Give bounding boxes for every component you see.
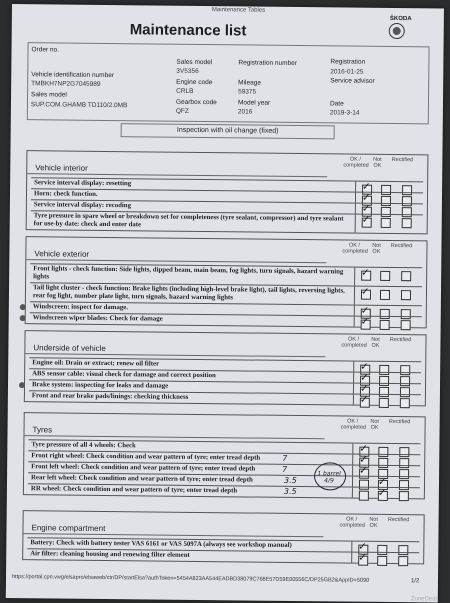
date-value: 2019-3-14 bbox=[329, 109, 360, 117]
footer-url: https://portal.cpn.vwg/elsapro/elsaweb/ctr/DP/startElsa?authToken=5454A823AA544EADBD38079C768E57D59E00556C/DP25GB2&AppID=5090 bbox=[11, 574, 370, 584]
col-ok: OK / completed bbox=[339, 516, 365, 529]
engine-code-value: CRLB bbox=[176, 87, 194, 95]
col-ok: OK / completed bbox=[340, 418, 367, 431]
task-text: Brake system: inspecting for leaks and damage bbox=[29, 380, 354, 393]
section-title: Vehicle interior bbox=[35, 163, 88, 173]
table-row bbox=[31, 210, 423, 233]
check-mark-icon: ✓ bbox=[360, 286, 370, 298]
task-text: Engine oil: Drain or extract; renew oil filter bbox=[29, 358, 354, 371]
section-title: Tyres bbox=[32, 425, 53, 435]
not-ok-checkbox[interactable] bbox=[377, 556, 387, 566]
rectified-checkbox[interactable] bbox=[401, 290, 411, 300]
check-mark-icon: ✓ bbox=[360, 305, 370, 317]
section-vehicle-interior bbox=[26, 150, 429, 234]
section-title: Engine compartment bbox=[31, 523, 106, 534]
rectified-checkbox[interactable] bbox=[401, 320, 411, 330]
col-ok: OK / completed bbox=[341, 336, 367, 349]
check-mark-icon: ✓ bbox=[358, 552, 367, 564]
ok-checkbox[interactable] bbox=[359, 491, 369, 501]
sales-model-value-left: SUP.COM.GHAMB TD110/2.0MB bbox=[30, 101, 128, 110]
sales-model-value: 3V5356 bbox=[176, 67, 199, 75]
check-mark-icon: ✓ bbox=[361, 192, 371, 204]
not-ok-checkbox[interactable] bbox=[380, 290, 390, 300]
not-ok-checkbox[interactable] bbox=[380, 320, 390, 330]
section-title: Vehicle exterior bbox=[34, 249, 90, 259]
col-not-ok: Not OK bbox=[369, 516, 378, 529]
task-text: Front lights - check function: Side lights, dipped beam, main beam, fog lights, turn signals, hazard warning lights bbox=[30, 264, 355, 285]
col-not-ok: Not OK bbox=[373, 156, 382, 169]
col-not-ok: Not OK bbox=[370, 418, 379, 431]
handwritten-note: 1 barrel 4/9 bbox=[317, 470, 341, 485]
mileage-label: Mileage bbox=[238, 79, 261, 87]
check-mark-icon: ✓ bbox=[377, 487, 387, 499]
skoda-logo-icon bbox=[389, 23, 405, 39]
check-mark-icon: ✓ bbox=[359, 383, 369, 395]
page-number: 1/2 bbox=[410, 578, 420, 585]
not-ok-checkbox[interactable] bbox=[381, 218, 391, 228]
rectified-checkbox[interactable] bbox=[399, 491, 409, 501]
bullet-icon bbox=[20, 304, 26, 310]
tread-depth-rr: 3.5 bbox=[283, 486, 297, 497]
task-text: Front right wheel: Check condition and wear pattern of tyre; enter tread depth bbox=[28, 451, 353, 464]
sales-model-label-left: Sales model bbox=[31, 91, 67, 99]
task-text: Windscreen wiper blades: Check for damage bbox=[30, 313, 355, 326]
vehicle-header-box bbox=[27, 42, 430, 124]
top-label: Maintenance Tables bbox=[211, 7, 266, 14]
registration-number-label: Registration number bbox=[238, 59, 297, 67]
check-mark-icon: ✓ bbox=[358, 541, 367, 553]
section-title: Underside of vehicle bbox=[33, 343, 106, 354]
gearbox-code-value: QFZ bbox=[175, 107, 189, 115]
gearbox-code-label: Gearbox code bbox=[175, 98, 217, 107]
rectified-checkbox[interactable] bbox=[401, 271, 411, 281]
check-mark-icon: ✓ bbox=[359, 394, 369, 406]
task-text: Windscreen: inspect for damage. bbox=[30, 302, 355, 315]
check-mark-icon: ✓ bbox=[360, 316, 370, 328]
check-mark-icon: ✓ bbox=[360, 372, 369, 384]
task-text: Service interval display: resetting bbox=[31, 178, 356, 191]
col-rectified: Rectified bbox=[387, 516, 410, 524]
date-label: Date bbox=[329, 100, 344, 108]
check-mark-icon: ✓ bbox=[361, 267, 370, 279]
maintenance-sheet bbox=[6, 4, 444, 602]
col-rectified: Rectified bbox=[388, 418, 411, 426]
engine-code-label: Engine code bbox=[176, 78, 213, 87]
task-text: Battery: Check with battery tester VAS 6161 or VAS 5097A (always see workshop manual) bbox=[27, 538, 352, 551]
task-text: RR wheel: Check condition and wear pattern of tyre; enter tread depth bbox=[28, 484, 353, 497]
col-rectified: Rectified bbox=[389, 336, 412, 344]
rectified-checkbox[interactable] bbox=[398, 556, 408, 566]
task-text: Front left wheel: Check condition and wear pattern of tyre; enter tread depth bbox=[28, 462, 353, 475]
task-text: Horn: check function. bbox=[31, 189, 356, 202]
section-engine-compartment bbox=[22, 510, 425, 564]
order-no-label: Order no. bbox=[31, 46, 60, 54]
rectified-checkbox[interactable] bbox=[402, 218, 412, 228]
check-mark-icon: ✓ bbox=[361, 203, 371, 215]
check-mark-icon: ✓ bbox=[359, 454, 368, 466]
col-not-ok: Not OK bbox=[371, 336, 380, 349]
tread-depth-fl: 7 bbox=[282, 464, 288, 474]
task-text: Service interval display: recoding bbox=[31, 200, 356, 213]
page-title: Maintenance list bbox=[129, 21, 247, 40]
task-text: Tail light cluster - check function: Brake lights (including high-level brake light), tail lights, reversing lights, rear fog light, number plate light, turn signals, hazard warning lights bbox=[30, 283, 355, 304]
not-ok-checkbox[interactable] bbox=[379, 398, 389, 408]
watermark: ZoneDeal bbox=[410, 596, 437, 603]
not-ok-checkbox[interactable] bbox=[380, 271, 390, 281]
registration-label: Registration bbox=[330, 58, 366, 66]
check-mark-icon: ✓ bbox=[359, 443, 368, 455]
check-mark-icon: ✓ bbox=[361, 214, 371, 226]
tread-depth-rl: 3.5 bbox=[283, 475, 297, 486]
task-text: Air filter: cleaning housing and renewing filter element bbox=[27, 549, 352, 562]
mileage-value: 59375 bbox=[238, 88, 257, 96]
col-ok: OK / completed bbox=[343, 156, 369, 169]
registration-value: 2016-01-25 bbox=[330, 68, 364, 76]
task-text: ABS sensor cable: visual check for damage and correct position bbox=[29, 369, 354, 382]
task-text: Front and rear brake pads/linings: checking thickness bbox=[29, 391, 354, 404]
task-text bbox=[31, 211, 356, 232]
bullet-icon bbox=[20, 315, 26, 321]
col-not-ok: Not OK bbox=[372, 242, 381, 255]
check-mark-icon: ✓ bbox=[362, 181, 371, 193]
service-advisor-label: Service advisor bbox=[330, 77, 375, 85]
model-year-label: Model year bbox=[237, 99, 271, 107]
col-rectified: Rectified bbox=[390, 242, 413, 250]
brand-name: ŠKODA bbox=[389, 15, 412, 23]
section-underside bbox=[24, 330, 427, 406]
section-tyres bbox=[23, 412, 426, 499]
task-text: Rear left wheel: Check condition and wear pattern of tyre; enter tread depth bbox=[28, 473, 353, 486]
sales-model-label: Sales model bbox=[176, 58, 213, 67]
vin-value: TMBKH7NP2G7045989 bbox=[31, 80, 101, 88]
model-year-value: 2016 bbox=[237, 108, 253, 116]
col-ok: OK / completed bbox=[342, 242, 368, 255]
vin-label: Vehicle identification number bbox=[31, 71, 115, 80]
inspection-type: Inspection with oil change (fixed) bbox=[121, 123, 335, 139]
task-text-extra: : check and enter date bbox=[76, 220, 142, 229]
task-text: Tyre pressure of all 4 wheels: Check bbox=[28, 440, 353, 453]
tread-depth-fr: 7 bbox=[282, 453, 288, 463]
bullet-icon bbox=[19, 382, 25, 388]
check-mark-icon: ✓ bbox=[359, 465, 368, 477]
task-text-main: Tyre pressure in spare wheel or breakdown set for completeness (tyre sealant, compressor) and tyre sealant for use-by date bbox=[33, 212, 344, 228]
check-mark-icon: ✓ bbox=[377, 476, 387, 488]
check-mark-icon: ✓ bbox=[360, 361, 369, 373]
rectified-checkbox[interactable] bbox=[400, 398, 410, 408]
section-vehicle-exterior bbox=[25, 236, 428, 328]
col-rectified: Rectified bbox=[391, 156, 414, 164]
